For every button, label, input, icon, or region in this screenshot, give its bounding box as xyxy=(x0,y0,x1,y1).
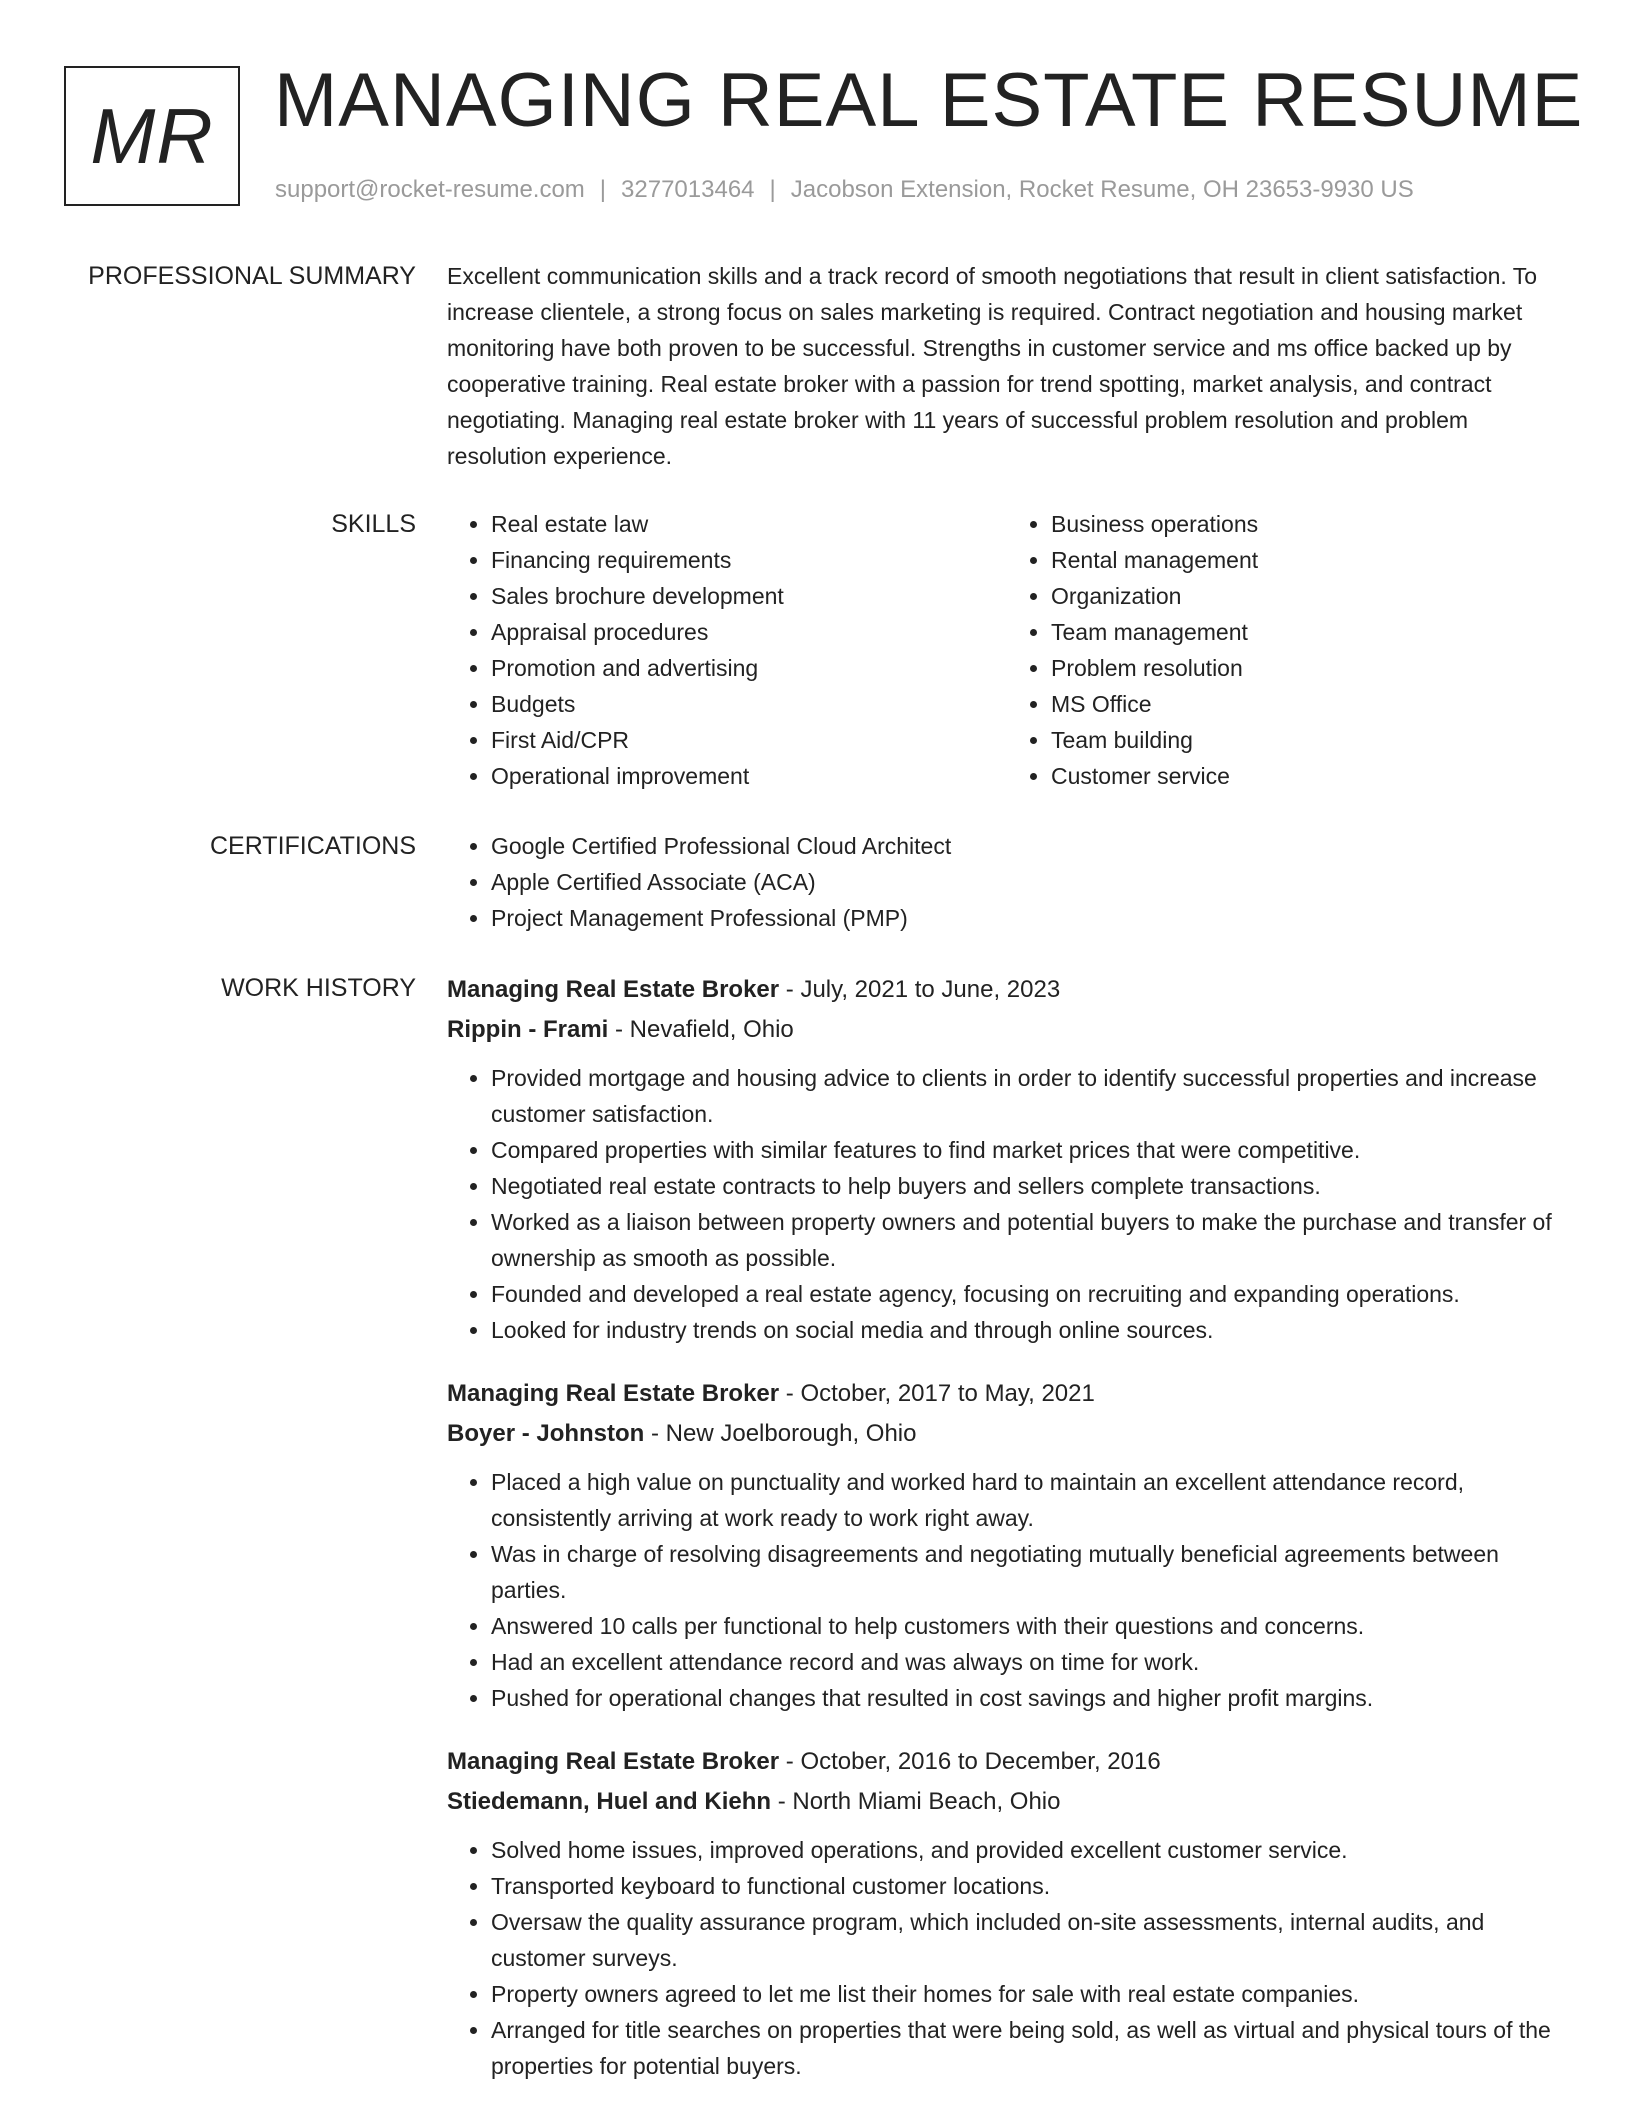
job-company: Stiedemann, Huel and Kiehn xyxy=(447,1788,772,1815)
skills-body xyxy=(447,506,1567,794)
list-item: • Negotiated real estate contracts to help buyers and sellers complete transactions. xyxy=(491,1168,1567,1204)
list-item: • MS Office xyxy=(1051,686,1567,722)
contact-email[interactable]: support@rocket-resume.com xyxy=(275,176,585,203)
job-entry xyxy=(447,1742,1567,2084)
list-item: • Project Management Professional (PMP) xyxy=(491,900,1567,936)
certifications-body xyxy=(447,828,1567,936)
list-item: • Budgets xyxy=(491,686,1007,722)
list-item: • Pushed for operational changes that resulted in cost savings and higher profit margins. xyxy=(491,1680,1567,1716)
certifications-heading: CERTIFICATIONS xyxy=(209,832,416,860)
contact-separator: | xyxy=(599,176,607,203)
job-title: Managing Real Estate Broker xyxy=(447,976,780,1003)
list-item: • Property owners agreed to let me list their homes for sale with real estate companies. xyxy=(491,1976,1567,2012)
job-duties-list xyxy=(447,1464,1567,1716)
job-dates: - July, 2021 to June, 2023 xyxy=(779,976,1061,1003)
job-entry xyxy=(447,1374,1567,1716)
job-location: - Nevafield, Ohio xyxy=(608,1016,794,1043)
job-dates: - October, 2016 to December, 2016 xyxy=(779,1748,1161,1775)
list-item: • Google Certified Professional Cloud Architect xyxy=(491,828,1567,864)
list-item: • Real estate law xyxy=(491,506,1007,542)
work-history-heading: WORK HISTORY xyxy=(221,974,416,1002)
job-title: Managing Real Estate Broker xyxy=(447,1748,780,1775)
job-entry xyxy=(447,970,1567,1348)
list-item: • Apple Certified Associate (ACA) xyxy=(491,864,1567,900)
job-title-line xyxy=(447,970,1567,1010)
list-item: • First Aid/CPR xyxy=(491,722,1007,758)
list-item: • Was in charge of resolving disagreements and negotiating mutually beneficial agreements between parties. xyxy=(491,1536,1567,1608)
job-duties-list xyxy=(447,1832,1567,2084)
list-item: • Business operations xyxy=(1051,506,1567,542)
summary-text: Excellent communication skills and a track record of smooth negotiations that result in client satisfaction. To increase clientele, a strong focus on sales marketing is required. Contract negotiation and housing market monitoring have both proven to be successful. Strengths in customer service and ms office backed up by cooperative training. Real estate broker with a passion for trend spotting, market analysis, and contract negotiating. Managing real estate broker with 11 years of successful problem resolution and problem resolution experience. xyxy=(447,263,1538,469)
list-item: • Transported keyboard to functional customer locations. xyxy=(491,1868,1567,1904)
job-duties-list xyxy=(447,1060,1567,1348)
job-title: Managing Real Estate Broker xyxy=(447,1380,780,1407)
list-item: • Provided mortgage and housing advice to clients in order to identify successful properties and increase customer satisfaction. xyxy=(491,1060,1567,1132)
job-location: - North Miami Beach, Ohio xyxy=(771,1788,1061,1815)
list-item: • Promotion and advertising xyxy=(491,650,1007,686)
list-item: • Answered 10 calls per functional to help customers with their questions and concerns. xyxy=(491,1608,1567,1644)
job-company-line xyxy=(447,1010,1567,1050)
job-company-line xyxy=(447,1782,1567,1822)
contact-phone[interactable]: 3277013464 xyxy=(621,176,755,203)
summary-heading: PROFESSIONAL SUMMARY xyxy=(88,262,416,290)
list-item: • Appraisal procedures xyxy=(491,614,1007,650)
list-item: • Organization xyxy=(1051,578,1567,614)
list-item: • Solved home issues, improved operations, and provided excellent customer service. xyxy=(491,1832,1567,1868)
monogram-logo: MR xyxy=(64,66,240,206)
skills-list-right xyxy=(1007,506,1567,794)
list-item: • Problem resolution xyxy=(1051,650,1567,686)
work-history-body xyxy=(447,970,1567,2110)
list-item: • Looked for industry trends on social media and through online sources. xyxy=(491,1312,1567,1348)
job-company-line xyxy=(447,1414,1567,1454)
resume-title: MANAGING REAL ESTATE RESUME xyxy=(274,58,1584,143)
skills-heading: SKILLS xyxy=(331,510,416,538)
summary-body xyxy=(447,258,1567,474)
contact-address: Jacobson Extension, Rocket Resume, OH 23653-9930 US xyxy=(790,176,1414,203)
job-title-line xyxy=(447,1742,1567,1782)
list-item: • Customer service xyxy=(1051,758,1567,794)
contact-separator: | xyxy=(769,176,776,203)
job-company: Rippin - Frami xyxy=(447,1016,609,1043)
list-item: • Rental management xyxy=(1051,542,1567,578)
job-company: Boyer - Johnston xyxy=(447,1420,645,1447)
list-item: • Team building xyxy=(1051,722,1567,758)
contact-line xyxy=(275,174,1414,206)
skills-list-left xyxy=(447,506,1007,794)
list-item: • Worked as a liaison between property owners and potential buyers to make the purchase and transfer of ownership as smooth as possible. xyxy=(491,1204,1567,1276)
certifications-list xyxy=(447,828,1567,936)
list-item: • Oversaw the quality assurance program, which included on-site assessments, internal audits, and customer surveys. xyxy=(491,1904,1567,1976)
list-item: • Placed a high value on punctuality and worked hard to maintain an excellent attendance record, consistently arriving at work ready to work right away. xyxy=(491,1464,1567,1536)
list-item: • Operational improvement xyxy=(491,758,1007,794)
list-item: • Arranged for title searches on properties that were being sold, as well as virtual and physical tours of the properties for potential buyers. xyxy=(491,2012,1567,2084)
list-item: • Had an excellent attendance record and was always on time for work. xyxy=(491,1644,1567,1680)
list-item: • Founded and developed a real estate agency, focusing on recruiting and expanding operations. xyxy=(491,1276,1567,1312)
list-item: • Team management xyxy=(1051,614,1567,650)
job-dates: - October, 2017 to May, 2021 xyxy=(779,1380,1095,1407)
list-item: • Compared properties with similar features to find market prices that were competitive. xyxy=(491,1132,1567,1168)
job-title-line xyxy=(447,1374,1567,1414)
list-item: • Financing requirements xyxy=(491,542,1007,578)
job-location: - New Joelborough, Ohio xyxy=(644,1420,917,1447)
list-item: • Sales brochure development xyxy=(491,578,1007,614)
